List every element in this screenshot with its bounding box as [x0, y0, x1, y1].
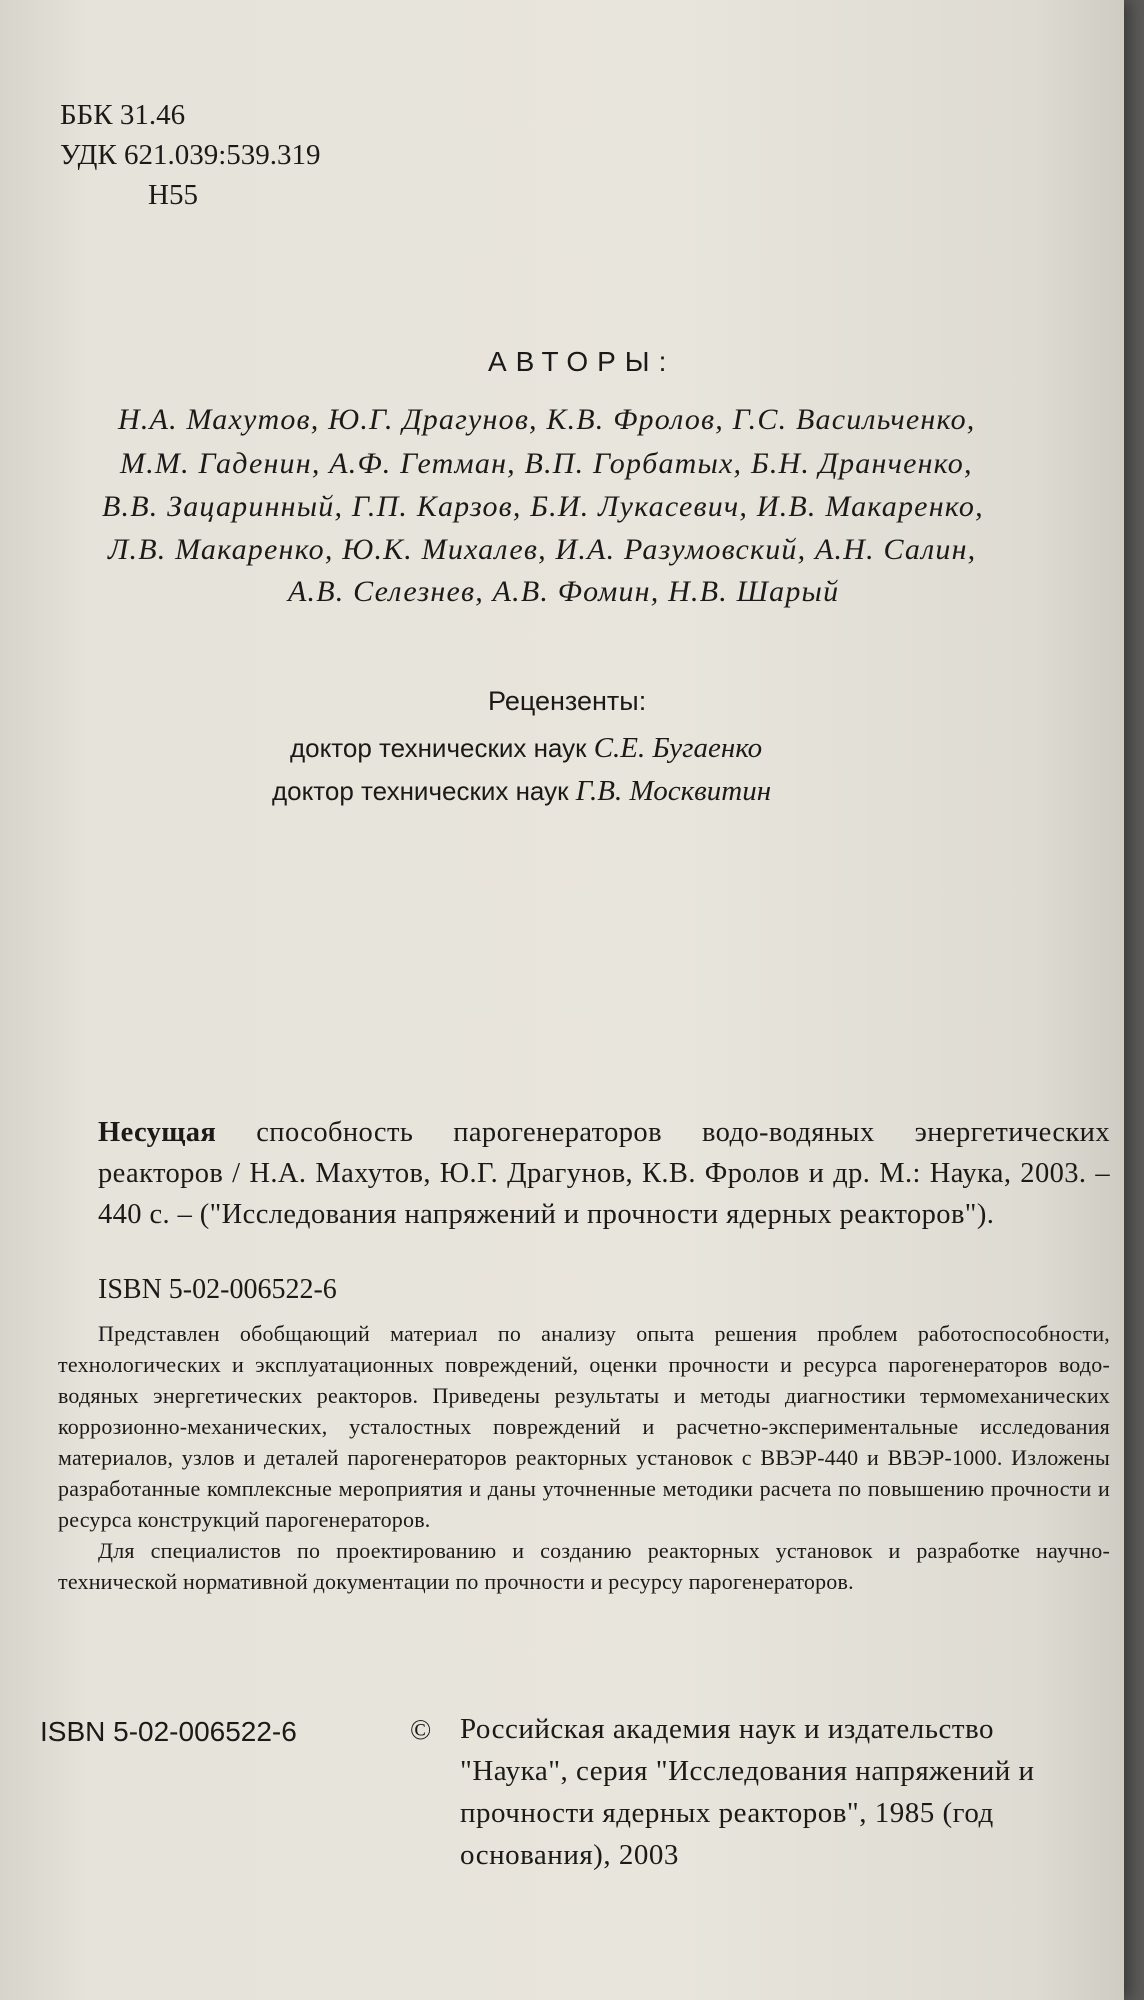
reviewer-name: С.Е. Бугаенко — [593, 732, 763, 764]
reviewer-degree: доктор технических наук — [290, 733, 594, 763]
author-line: А.В. Селезнев, А.В. Фомин, Н.В. Шарый — [288, 575, 840, 608]
bibliographic-description — [98, 1112, 1110, 1235]
reviewers-heading: Рецензенты: — [488, 686, 647, 716]
author-line: М.М. Гаденин, А.Ф. Гетман, В.П. Горбатых, Б.Н. Дранченко, — [120, 447, 973, 480]
reviewer-name: Г.В. Москвитин — [575, 775, 772, 807]
annotation-paragraph: Для специалистов по проектированию и созданию реакторных установок и разработке научно-технической нормативной документации по прочности и ресурсу парогенераторов. — [58, 1538, 1110, 1594]
author-mark: Н55 — [148, 179, 198, 211]
author-line: В.В. Зацаринный, Г.П. Карзов, Б.И. Лукасевич, И.В. Макаренко, — [102, 490, 984, 523]
copyright-sign: © — [410, 1715, 432, 1746]
reviewer-degree: доктор технических наук — [272, 776, 576, 806]
isbn-number: ISBN 5-02-006522-6 — [98, 1274, 337, 1305]
footer-isbn: ISBN 5-02-006522-6 — [40, 1716, 297, 1747]
author-line: Н.А. Махутов, Ю.Г. Драгунов, К.В. Фролов, Г.С. Васильченко, — [118, 403, 976, 436]
reviewer-line — [290, 732, 762, 765]
bibliographic-lead: Несущая — [98, 1117, 217, 1148]
annotation-paragraph: Представлен обобщающий материал по анализу опыта решения проблем работоспособности, технологических и эксплуатационных повреждений, оценки прочности и ресурса парогенераторов водо-водяных энергетических реакторов. Приведены результаты и методы диагностики термомеханических коррозионно-механических, усталостных повреждений и расчетно-экспериментальные исследования материалов, узлов и деталей парогенераторов реакторных установок с ВВЭР-440 и ВВЭР-1000. Изложены разработанные комплексные мероприятия и даны уточненные методики расчета по повышению прочности и ресурса конструкций парогенераторов. — [58, 1321, 1110, 1532]
udk-code: УДК 621.039:539.319 — [60, 139, 321, 171]
copyright-text: Российская академия наук и издательство "Наука", серия "Исследования напряжений и прочности ядерных реакторов", 1985 (год основания), 2003 — [460, 1713, 1035, 1871]
bibliographic-text: способность парогенераторов водо-водяных энергетических реакторов / Н.А. Махутов, Ю.Г. Драгунов, К.В. Фролов и др. М.: Наука, 2003. – 440 с. – ("Исследования напряжений и прочности ядерных реакторов"). — [98, 1117, 1110, 1230]
copyright-block — [410, 1708, 1110, 1876]
show-through-decoration — [40, 810, 73, 937]
reviewer-line — [272, 775, 771, 808]
authors-heading: АВТОРЫ: — [488, 346, 676, 377]
bbk-code: ББК 31.46 — [60, 99, 186, 131]
author-line: Л.В. Макаренко, Ю.К. Михалев, И.А. Разумовский, А.Н. Салин, — [108, 533, 977, 566]
annotation — [58, 1318, 1110, 1597]
show-through-decoration — [70, 230, 98, 335]
